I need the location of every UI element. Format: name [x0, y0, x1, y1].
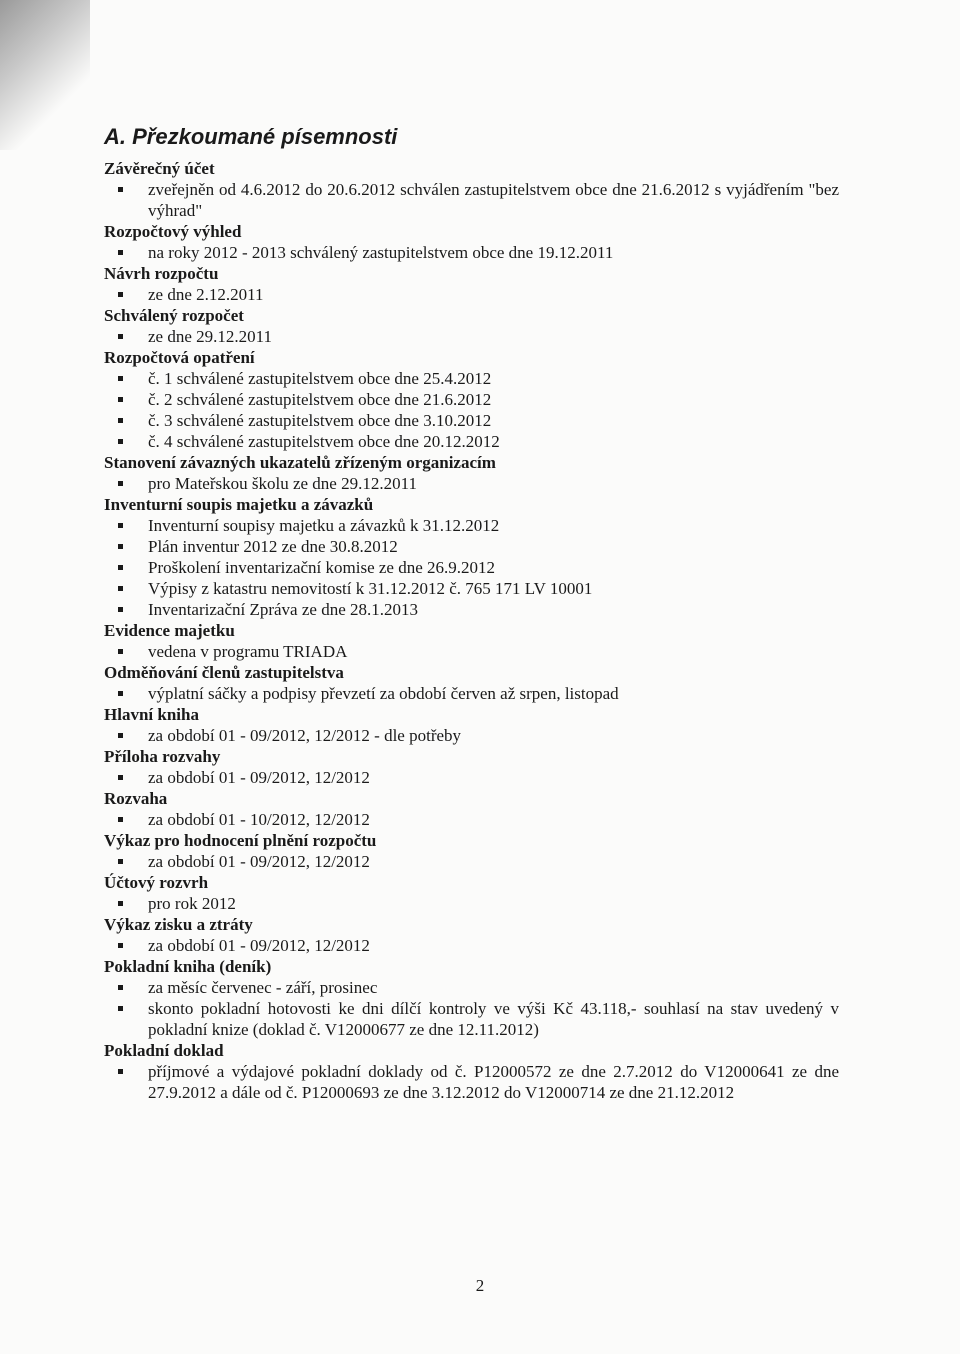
list-item: Inventurní soupisy majetku a závazků k 31.12.2012	[104, 515, 839, 536]
list-item: za období 01 - 10/2012, 12/2012	[104, 809, 839, 830]
bullet-icon	[118, 418, 123, 423]
bullet-icon	[118, 292, 123, 297]
section-title-pokladni-doklad: Pokladní doklad	[104, 1041, 224, 1060]
section-title-priloha-rozvahy: Příloha rozvahy	[104, 747, 221, 766]
bullet-icon	[118, 334, 123, 339]
bullet-icon	[118, 187, 123, 192]
bullet-icon	[118, 817, 123, 822]
scan-corner-shadow	[0, 0, 90, 150]
list-item: za období 01 - 09/2012, 12/2012 - dle potřeby	[104, 725, 839, 746]
section-title-rozpoctovy-vyhled: Rozpočtový výhled	[104, 222, 242, 241]
list-item: pro rok 2012	[104, 893, 839, 914]
bullet-icon	[118, 691, 123, 696]
section-title-hlavni-kniha: Hlavní kniha	[104, 705, 199, 724]
section-title-odmenovani: Odměňování členů zastupitelstva	[104, 663, 344, 682]
list-item: za období 01 - 09/2012, 12/2012	[104, 935, 839, 956]
bullet-icon	[118, 565, 123, 570]
section-title-pokladni-kniha: Pokladní kniha (deník)	[104, 957, 272, 976]
bullet-icon	[118, 523, 123, 528]
bullet-icon	[118, 901, 123, 906]
bullet-icon	[118, 775, 123, 780]
list-item: Plán inventur 2012 ze dne 30.8.2012	[104, 536, 839, 557]
bullet-icon	[118, 1006, 123, 1011]
page-number: 2	[475, 1276, 485, 1295]
list-item: vedena v programu TRIADA	[104, 641, 839, 662]
bullet-icon	[118, 481, 123, 486]
section-title-schvaleny-rozpocet: Schválený rozpočet	[104, 306, 244, 325]
list-item: ze dne 2.12.2011	[104, 284, 839, 305]
bullet-icon	[118, 859, 123, 864]
section-title-evidence-majetku: Evidence majetku	[104, 621, 235, 640]
list-item: na roky 2012 - 2013 schválený zastupitelstvem obce dne 19.12.2011	[104, 242, 839, 263]
section-title-rozvaha: Rozvaha	[104, 789, 168, 808]
list-item: za období 01 - 09/2012, 12/2012	[104, 767, 839, 788]
list-item: č. 4 schválené zastupitelstvem obce dne 20.12.2012	[104, 431, 839, 452]
list-item: Proškolení inventarizační komise ze dne 26.9.2012	[104, 557, 839, 578]
list-item: pro Mateřskou školu ze dne 29.12.2011	[104, 473, 839, 494]
list-item: výplatní sáčky a podpisy převzetí za období červen až srpen, listopad	[104, 683, 839, 704]
section-title-zaverecny-ucet: Závěrečný účet	[104, 159, 215, 178]
bullet-icon	[118, 607, 123, 612]
document-content	[104, 124, 839, 1103]
list-item: Inventarizační Zpráva ze dne 28.1.2013	[104, 599, 839, 620]
list-item: č. 3 schválené zastupitelstvem obce dne 3.10.2012	[104, 410, 839, 431]
bullet-icon	[118, 586, 123, 591]
section-title-uctovy-rozvrh: Účtový rozvrh	[104, 873, 209, 892]
section-title-vykaz-plneni: Výkaz pro hodnocení plnění rozpočtu	[104, 831, 377, 850]
list-item: zveřejněn od 4.6.2012 do 20.6.2012 schválen zastupitelstvem obce dne 21.6.2012 s vyjádřením "bez výhrad"	[104, 179, 839, 221]
bullet-icon	[118, 649, 123, 654]
bullet-icon	[118, 1069, 123, 1074]
list-item: příjmové a výdajové pokladní doklady od č. P12000572 ze dne 2.7.2012 do V12000641 ze dne 27.9.2012 a dále od č. P12000693 ze dne 3.12.2012 do V12000714 ze dne 21.12.2012	[104, 1061, 839, 1103]
section-heading: A. Přezkoumané písemnosti	[104, 124, 398, 149]
list-item: skonto pokladní hotovosti ke dni dílčí kontroly ve výši Kč 43.118,- souhlasí na stav uvedený v pokladní knize (doklad č. V12000677 ze dne 12.11.2012)	[104, 998, 839, 1040]
section-title-stanoveni-ukazatelu: Stanovení závazných ukazatelů zřízeným organizacím	[104, 453, 496, 472]
bullet-icon	[118, 733, 123, 738]
bullet-icon	[118, 376, 123, 381]
bullet-icon	[118, 943, 123, 948]
list-item: č. 1 schválené zastupitelstvem obce dne 25.4.2012	[104, 368, 839, 389]
section-title-rozpoctova-opatreni: Rozpočtová opatření	[104, 348, 255, 367]
list-item: č. 2 schválené zastupitelstvem obce dne 21.6.2012	[104, 389, 839, 410]
bullet-icon	[118, 544, 123, 549]
bullet-icon	[118, 439, 123, 444]
section-title-navrh-rozpoctu: Návrh rozpočtu	[104, 264, 219, 283]
list-item: za období 01 - 09/2012, 12/2012	[104, 851, 839, 872]
bullet-icon	[118, 250, 123, 255]
list-item: za měsíc červenec - září, prosinec	[104, 977, 839, 998]
section-title-inventurni-soupis: Inventurní soupis majetku a závazků	[104, 495, 374, 514]
bullet-icon	[118, 397, 123, 402]
section-title-vykaz-zisku: Výkaz zisku a ztráty	[104, 915, 253, 934]
list-item: Výpisy z katastru nemovitostí k 31.12.2012 č. 765 171 LV 10001	[104, 578, 839, 599]
list-item: ze dne 29.12.2011	[104, 326, 839, 347]
bullet-icon	[118, 985, 123, 990]
